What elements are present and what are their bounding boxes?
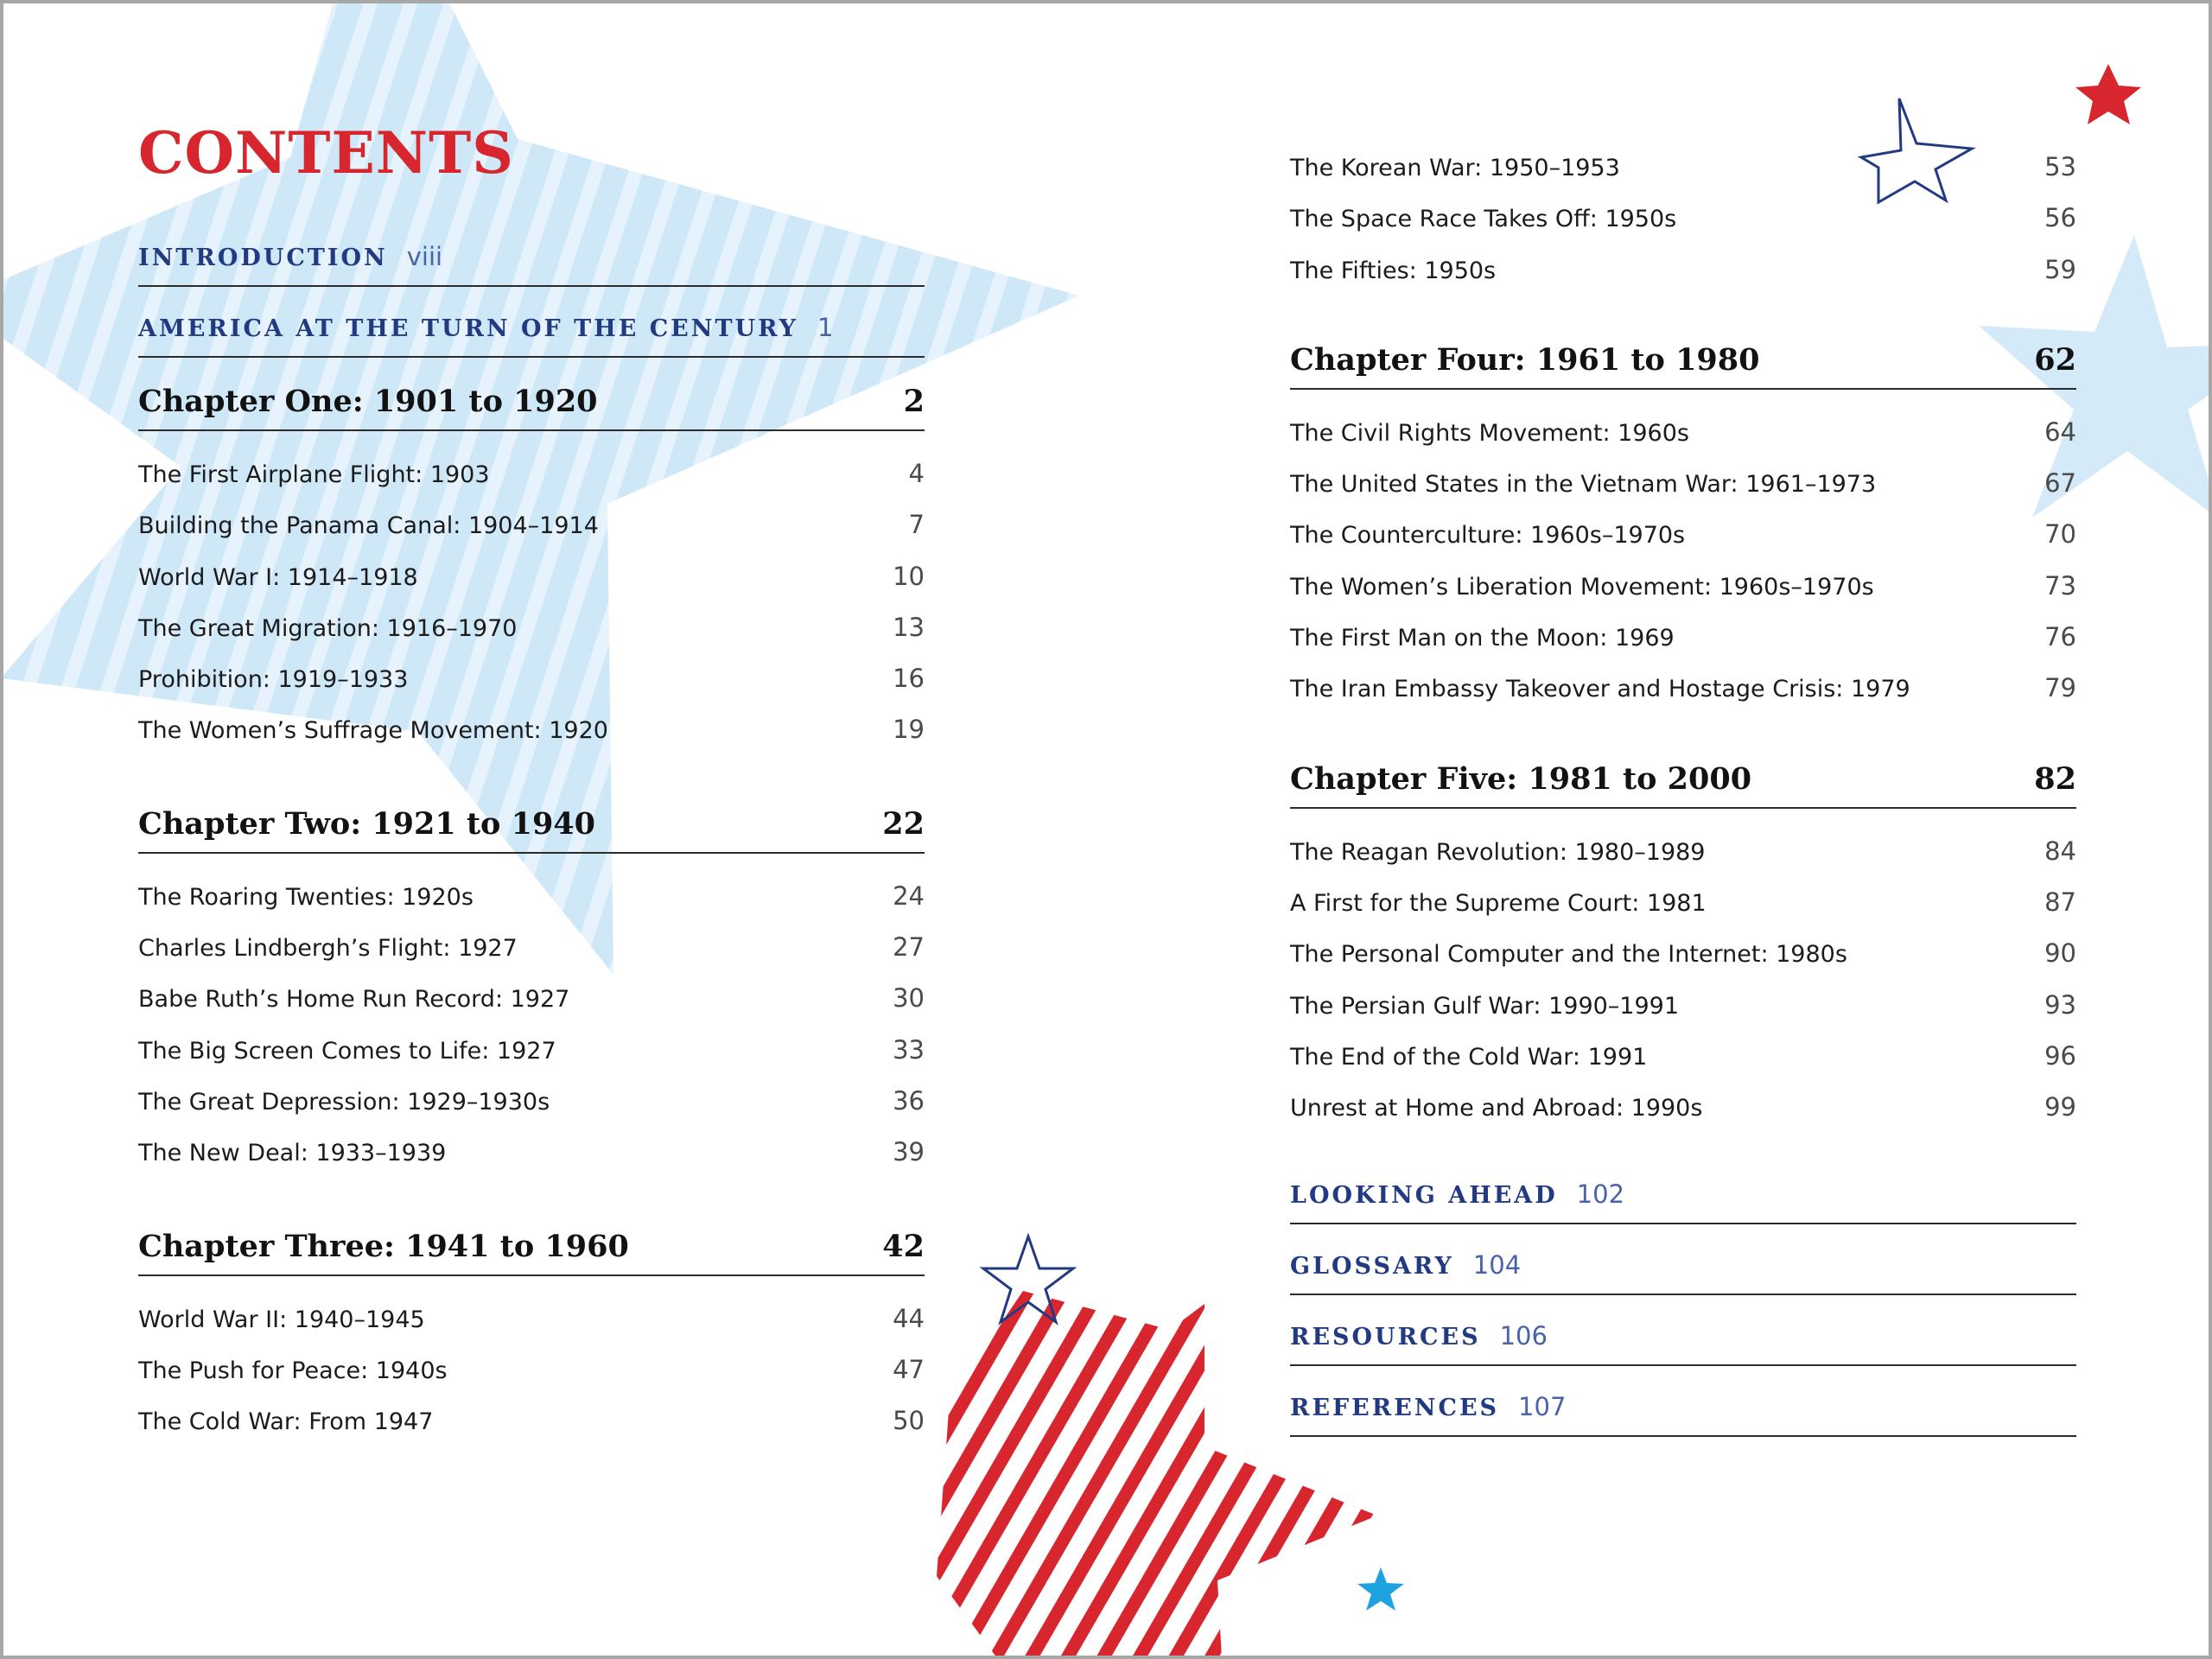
- section-page: 102: [1576, 1179, 1625, 1210]
- right-column: [1290, 142, 2076, 1463]
- entry-page: 59: [2044, 254, 2076, 284]
- entry-title: Prohibition: 1919–1933: [138, 666, 409, 694]
- entry-page: 64: [2044, 416, 2076, 447]
- entry-page: 39: [893, 1137, 925, 1167]
- entry-title: The Women’s Liberation Movement: 1960s–1970s: [1290, 573, 1874, 601]
- chapter-five: [1290, 761, 2076, 1134]
- toc-entry[interactable]: [138, 653, 925, 704]
- toc-looking-ahead[interactable]: [1290, 1179, 2076, 1224]
- toc-entry[interactable]: [1290, 561, 2076, 612]
- page-title: CONTENTS: [138, 119, 514, 187]
- entry-title: The First Airplane Flight: 1903: [138, 461, 490, 488]
- entry-page: 93: [2044, 989, 2076, 1020]
- entry-title: World War II: 1940–1945: [138, 1306, 425, 1333]
- chapter-one: [138, 384, 925, 756]
- chapter-label: Chapter Four: 1961 to 1980: [1290, 341, 1760, 378]
- toc-entry[interactable]: [1290, 928, 2076, 979]
- toc-glossary[interactable]: [1290, 1250, 2076, 1295]
- entry-page: 36: [893, 1085, 925, 1116]
- section-page: viii: [406, 242, 443, 271]
- chapter-page: 82: [2034, 760, 2076, 797]
- entry-title: The Civil Rights Movement: 1960s: [1290, 419, 1689, 447]
- entry-page: 99: [2044, 1092, 2076, 1122]
- entry-page: 76: [2044, 622, 2076, 652]
- entry-title: Babe Ruth’s Home Run Record: 1927: [138, 986, 570, 1014]
- entry-title: The Korean War: 1950–1953: [1290, 155, 1620, 181]
- entry-page: 7: [908, 510, 925, 540]
- toc-entry[interactable]: [138, 551, 925, 602]
- entry-title: The Persian Gulf War: 1990–1991: [1290, 992, 1680, 1020]
- toc-entry[interactable]: [1290, 826, 2076, 877]
- toc-entry[interactable]: [138, 922, 925, 973]
- entry-title: The Space Race Takes Off: 1950s: [1290, 206, 1677, 233]
- section-page: 104: [1472, 1250, 1522, 1281]
- toc-entry[interactable]: [1290, 193, 2076, 244]
- entry-page: 10: [893, 561, 925, 591]
- entry-page: 73: [2044, 570, 2076, 601]
- entry-page: 79: [2044, 673, 2076, 703]
- chapter-entries: [138, 1276, 925, 1447]
- chapter-page: 2: [903, 384, 925, 419]
- red-star-icon: [2075, 64, 2141, 124]
- chapter-page: 22: [882, 805, 925, 842]
- entry-title: Unrest at Home and Abroad: 1990s: [1290, 1095, 1703, 1122]
- chapter-three: [138, 1229, 925, 1447]
- toc-entry[interactable]: [138, 973, 925, 1024]
- chapter-three-continued: [1290, 142, 2076, 296]
- entry-page: 96: [2044, 1040, 2076, 1071]
- toc-entry[interactable]: [1290, 245, 2076, 296]
- chapter-two: [138, 806, 925, 1179]
- entry-title: The Cold War: From 1947: [138, 1408, 434, 1436]
- entry-title: Charles Lindbergh’s Flight: 1927: [138, 935, 518, 963]
- toc-entry[interactable]: [138, 1076, 925, 1127]
- section-label: GLOSSARY: [1290, 1253, 1454, 1281]
- entry-title: World War I: 1914–1918: [138, 563, 418, 591]
- toc-entry[interactable]: [138, 499, 925, 550]
- section-label: AMERICA AT THE TURN OF THE CENTURY: [138, 315, 798, 342]
- entry-page: 16: [893, 664, 925, 694]
- entry-title: The Fifties: 1950s: [1290, 257, 1497, 284]
- toc-entry[interactable]: [1290, 1031, 2076, 1082]
- entry-page: 13: [893, 612, 925, 642]
- toc-entry[interactable]: [1290, 980, 2076, 1031]
- entry-page: 87: [2044, 887, 2076, 917]
- section-page: 1: [817, 313, 834, 342]
- chapter-label: Chapter One: 1901 to 1920: [138, 384, 598, 419]
- toc-references[interactable]: [1290, 1392, 2076, 1437]
- entry-page: 90: [2044, 938, 2076, 969]
- toc-entry[interactable]: [1290, 509, 2076, 560]
- entry-title: The Great Depression: 1929–1930s: [138, 1088, 550, 1116]
- section-page: 106: [1499, 1321, 1548, 1351]
- entry-title: The Push for Peace: 1940s: [138, 1357, 448, 1384]
- entry-title: The Counterculture: 1960s–1970s: [1290, 522, 1686, 550]
- toc-entry[interactable]: [138, 602, 925, 653]
- entry-title: The Great Migration: 1916–1970: [138, 614, 518, 642]
- chapter-label: Chapter Three: 1941 to 1960: [138, 1228, 629, 1264]
- entry-page: 70: [2044, 519, 2076, 550]
- entry-title: The Roaring Twenties: 1920s: [138, 883, 474, 911]
- entry-page: 50: [893, 1406, 925, 1436]
- section-label: REFERENCES: [1290, 1395, 1500, 1422]
- toc-entry[interactable]: [1290, 877, 2076, 928]
- chapter-entries: [1290, 390, 2076, 715]
- chapter-page: 62: [2034, 341, 2076, 378]
- toc-entry[interactable]: [1290, 612, 2076, 663]
- entry-page: 27: [893, 932, 925, 963]
- entry-page: 24: [893, 880, 925, 911]
- entry-page: 47: [893, 1354, 925, 1384]
- entry-page: 56: [2044, 203, 2076, 233]
- contents-page: [3, 3, 2209, 1656]
- toc-entry[interactable]: [138, 1344, 925, 1395]
- chapter-label: Chapter Two: 1921 to 1940: [138, 805, 595, 842]
- toc-entry[interactable]: [138, 1294, 925, 1344]
- entry-title: The Personal Computer and the Internet: 1980s: [1290, 941, 1847, 969]
- entry-title: The End of the Cold War: 1991: [1290, 1043, 1648, 1071]
- chapter-entries: [1290, 809, 2076, 1134]
- toc-entry[interactable]: [1290, 407, 2076, 458]
- entry-title: The Big Screen Comes to Life: 1927: [138, 1037, 556, 1065]
- toc-entry[interactable]: [1290, 458, 2076, 509]
- entry-title: The Reagan Revolution: 1980–1989: [1290, 838, 1706, 866]
- entry-title: The Women’s Suffrage Movement: 1920: [138, 717, 608, 745]
- entry-title: The New Deal: 1933–1939: [138, 1140, 447, 1167]
- section-label: RESOURCES: [1290, 1324, 1481, 1351]
- entry-page: 4: [908, 459, 925, 488]
- entry-page: 33: [893, 1034, 925, 1065]
- chapter-heading[interactable]: [138, 806, 925, 854]
- entry-title: A First for the Supreme Court: 1981: [1290, 889, 1707, 917]
- toc-introduction[interactable]: [138, 242, 925, 287]
- left-column: [138, 119, 925, 1497]
- chapter-heading[interactable]: [1290, 342, 2076, 390]
- toc-resources[interactable]: [1290, 1321, 2076, 1366]
- entry-page: 84: [2044, 836, 2076, 866]
- entry-page: 67: [2044, 468, 2076, 499]
- entry-page: 30: [893, 983, 925, 1014]
- toc-entry[interactable]: [138, 1025, 925, 1076]
- entry-title: The First Man on the Moon: 1969: [1290, 625, 1675, 652]
- toc-entry[interactable]: [138, 871, 925, 922]
- toc-entry[interactable]: [138, 1127, 925, 1178]
- chapter-heading[interactable]: [1290, 761, 2076, 809]
- toc-entry[interactable]: [138, 704, 925, 755]
- toc-entry[interactable]: [1290, 142, 2076, 193]
- chapter-heading[interactable]: [138, 384, 925, 431]
- toc-entry[interactable]: [138, 1395, 925, 1446]
- toc-entry[interactable]: [1290, 1082, 2076, 1133]
- entry-title: Building the Panama Canal: 1904–1914: [138, 512, 599, 540]
- entry-page: 53: [2044, 152, 2076, 181]
- toc-entry[interactable]: [1290, 663, 2076, 714]
- chapter-entries: [138, 431, 925, 756]
- entry-page: 19: [893, 715, 925, 745]
- section-page: 107: [1518, 1392, 1567, 1422]
- chapter-entries: [138, 854, 925, 1179]
- toc-america[interactable]: [138, 313, 925, 358]
- entry-title: The Iran Embassy Takeover and Hostage Crisis: 1979: [1290, 676, 1910, 703]
- chapter-heading[interactable]: [138, 1229, 925, 1276]
- chapter-four: [1290, 342, 2076, 715]
- chapter-label: Chapter Five: 1981 to 2000: [1290, 760, 1752, 797]
- entry-page: 44: [893, 1303, 925, 1333]
- entry-title: The United States in the Vietnam War: 1961–1973: [1290, 471, 1877, 499]
- toc-entry[interactable]: [138, 448, 925, 499]
- chapter-page: 42: [882, 1228, 925, 1264]
- section-label: INTRODUCTION: [138, 245, 388, 271]
- cyan-star-icon: [1357, 1567, 1404, 1611]
- section-label: LOOKING AHEAD: [1290, 1182, 1558, 1210]
